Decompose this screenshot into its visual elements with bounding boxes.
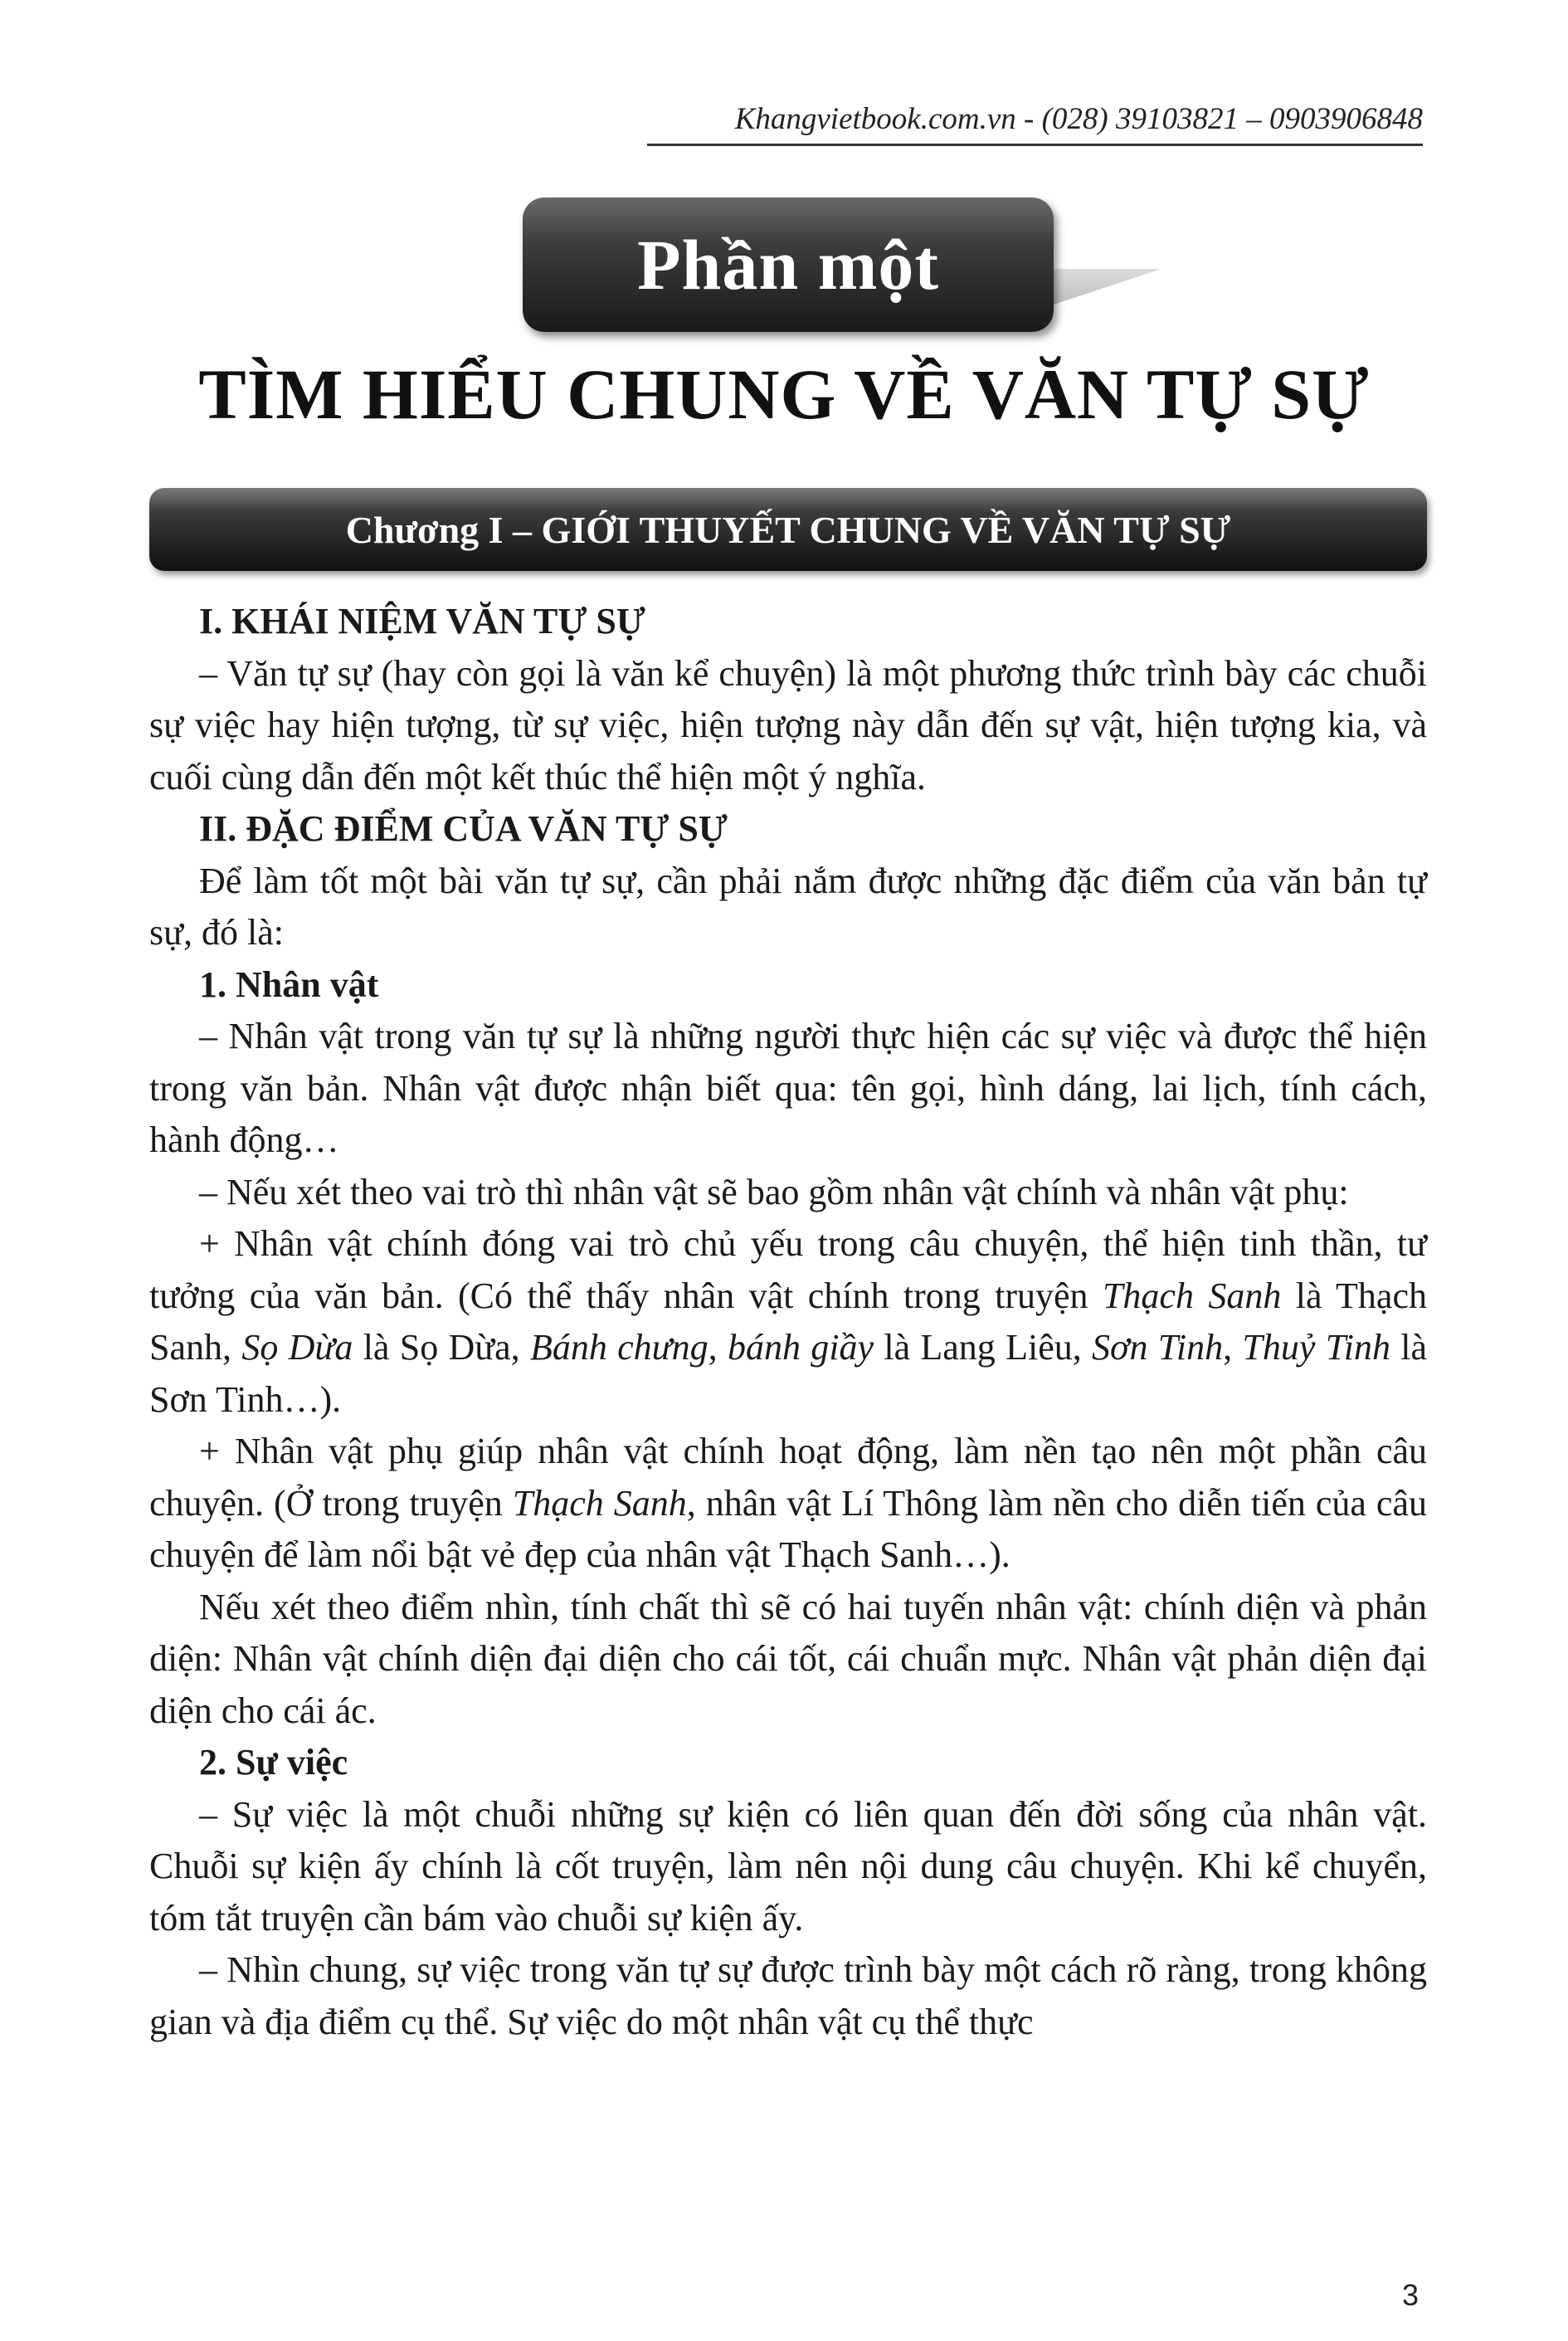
paragraph: Nếu xét theo điểm nhìn, tính chất thì sẽ có hai tuyến nhân vật: chính diện và phản diện: Nhân vật chính diện đại diện cho cái tốt, cái chuẩn mực. Nhân vật phản diện đại diện cho cái ác. bbox=[149, 1586, 1427, 1731]
text-run: + Nhân vật chính đóng vai trò chủ yếu trong câu chuyện, thể hiện tinh thần, tư tưởng của văn bản. (Có thể thấy nhân vật chính trong truyện bbox=[149, 1223, 1427, 1316]
page-number: 3 bbox=[1402, 2278, 1419, 2312]
italic-title: Bánh chưng bbox=[529, 1327, 709, 1368]
paragraph bbox=[149, 1218, 1427, 1426]
section-heading: II. ĐẶC ĐIỂM CỦA VĂN TỰ SỰ bbox=[199, 808, 728, 849]
chapter-banner bbox=[149, 488, 1427, 571]
text-run: , bbox=[708, 1327, 728, 1368]
text-run: là Lang Liêu, bbox=[874, 1327, 1093, 1368]
running-header: Khangvietbook.com.vn - (028) 39103821 – 0903906848 bbox=[647, 101, 1423, 146]
subsection-heading: 2. Sự việc bbox=[199, 1742, 348, 1783]
italic-title: Thạch Sanh bbox=[1102, 1275, 1282, 1316]
paragraph bbox=[149, 1426, 1427, 1582]
subsection-heading: 1. Nhân vật bbox=[199, 963, 379, 1005]
part-label: Phần một bbox=[637, 225, 939, 305]
italic-title: Thuỷ Tinh bbox=[1242, 1327, 1390, 1368]
italic-title: Thạch Sanh bbox=[512, 1482, 687, 1524]
text-run: là Sơn Tinh…). bbox=[149, 1327, 1428, 1420]
text-run: là Thạch Sanh, bbox=[149, 1275, 1427, 1368]
paragraph: Để làm tốt một bài văn tự sự, cần phải nắm được những đặc điểm của văn bản tự sự, đó là: bbox=[149, 860, 1427, 953]
body-text bbox=[149, 596, 1427, 2048]
text-run: là Sọ Dừa, bbox=[353, 1327, 530, 1368]
paragraph: – Nếu xét theo vai trò thì nhân vật sẽ bao gồm nhân vật chính và nhân vật phụ: bbox=[199, 1171, 1349, 1212]
part-banner bbox=[523, 198, 1170, 339]
page-title: TÌM HIỂU CHUNG VỀ VĂN TỰ SỰ bbox=[198, 354, 1370, 434]
text-run: , bbox=[1223, 1327, 1243, 1368]
italic-title: Sơn Tinh bbox=[1092, 1327, 1224, 1368]
part-label-box bbox=[523, 198, 1054, 332]
paragraph: – Sự việc là một chuỗi những sự kiện có liên quan đến đời sống của nhân vật. Chuỗi sự kiện ấy chính là cốt truyện, làm nên nội dung câu chuyện. Khi kể chuyển, tóm tắt truyện cần bám vào chuỗi sự kiện ấy. bbox=[149, 1793, 1427, 1939]
text-run: + Nhân vật phụ giúp nhân vật chính hoạt động, làm nền tạo nên một phần câu chuyện. (Ở trong truyện bbox=[149, 1431, 1427, 1524]
text-run: , nhân vật Lí Thông làm nền cho diễn tiến của câu chuyện để làm nổi bật vẻ đẹp của nhân vật Thạch Sanh…). bbox=[149, 1482, 1427, 1575]
section-heading: I. KHÁI NIỆM VĂN TỰ SỰ bbox=[199, 601, 645, 641]
paragraph: – Nhìn chung, sự việc trong văn tự sự được trình bày một cách rõ ràng, trong không gian và địa điểm cụ thể. Sự việc do một nhân vật cụ thể thực bbox=[149, 1949, 1427, 2042]
chapter-label: Chương I – GIỚI THUYẾT CHUNG VỀ VĂN TỰ SỰ bbox=[345, 508, 1231, 551]
paragraph: – Văn tự sự (hay còn gọi là văn kể chuyện) là một phương thức trình bày các chuỗi sự việc hay hiện tượng, từ sự việc, hiện tượng này dẫn đến sự vật, hiện tượng kia, và cuối cùng dẫn đến một kết thúc thể hiện một ý nghĩa. bbox=[149, 652, 1427, 797]
paragraph: – Nhân vật trong văn tự sự là những người thực hiện các sự việc và được thể hiện trong văn bản. Nhân vật được nhận biết qua: tên gọi, hình dáng, lai lịch, tính cách, hành động… bbox=[149, 1016, 1427, 1160]
italic-title: bánh giầy bbox=[727, 1327, 874, 1368]
italic-title: Sọ Dừa bbox=[241, 1327, 353, 1368]
